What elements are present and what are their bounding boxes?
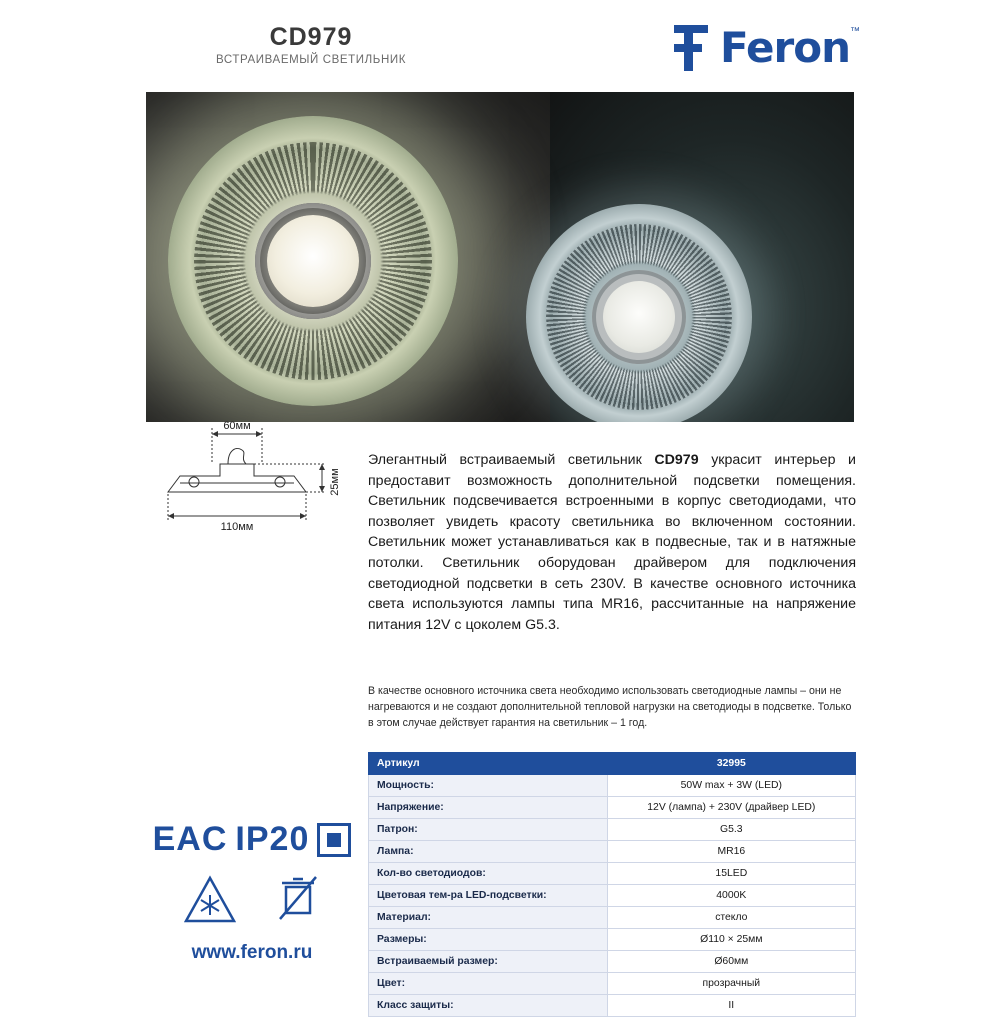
table-row <box>369 995 856 1017</box>
feron-mark-icon <box>670 25 714 71</box>
model-block <box>146 24 476 66</box>
table-row <box>369 885 856 907</box>
description-part-2: украсит интерьер и предоставит возможность дополнительной подсветки помещения. Светильник подсвечивается встроенными в корпус светодиодами, что позволяет увидеть красоту светильника во включенном состоянии. Светильник может устанавливаться как в подвесные, так и в натяжные потолки. Светильник оборудован драйвером для подключения светодиодной подсветки в сеть 230V. В качестве основного источника света используются лампы типа MR16, рассчитанные на напряжение питания 12V с цоколем G5.3. <box>368 452 856 633</box>
table-row <box>369 797 856 819</box>
spec-key: Размеры: <box>369 929 608 951</box>
table-row <box>369 951 856 973</box>
spec-value: 12V (лампа) + 230V (драйвер LED) <box>607 797 855 819</box>
no-flammable-icon <box>184 875 236 925</box>
description-part-1: Элегантный встраиваемый светильник <box>368 452 655 468</box>
spec-key: Цветовая тем-ра LED-подсветки: <box>369 885 608 907</box>
spec-key: Напряжение: <box>369 797 608 819</box>
model-subtitle: ВСТРАИВАЕМЫЙ СВЕТИЛЬНИК <box>215 53 407 66</box>
page-header <box>0 0 1000 92</box>
lamp-image-lit <box>168 116 458 406</box>
spec-value: MR16 <box>607 841 855 863</box>
spec-value: 32995 <box>607 753 855 775</box>
certification-block <box>142 820 362 925</box>
spec-value: Ø60мм <box>607 951 855 973</box>
drawing-side-dimension: 25мм <box>329 468 341 496</box>
brand-name: Feron <box>720 23 850 72</box>
table-row <box>369 907 856 929</box>
spec-key: Патрон: <box>369 819 608 841</box>
spec-key: Лампа: <box>369 841 608 863</box>
drawing-top-dimension: 60мм <box>223 420 251 432</box>
spec-key: Мощность: <box>369 775 608 797</box>
spec-value: прозрачный <box>607 973 855 995</box>
specifications-table <box>368 752 856 1017</box>
lamp-bulb <box>603 281 675 353</box>
warranty-note: В качестве основного источника света необходимо использовать светодиодные лампы – они не нагреваются и не создают дополнительной тепловой нагрузки на светодиоды в подсветке. Только в этом случае действует гарантия на светильник – 1 год. <box>368 685 852 729</box>
spec-key: Материал: <box>369 907 608 929</box>
technical-drawing <box>150 420 360 550</box>
table-row-header <box>369 753 856 775</box>
lamp-image-unlit <box>526 204 752 422</box>
spec-value: Ø110 × 25мм <box>607 929 855 951</box>
certification-marks <box>142 820 362 859</box>
product-description <box>368 450 856 635</box>
weee-bin-icon <box>276 875 320 925</box>
drawing-svg <box>150 420 360 550</box>
spec-value: 50W max + 3W (LED) <box>607 775 855 797</box>
spec-value: 15LED <box>607 863 855 885</box>
website-url[interactable]: www.feron.ru <box>191 942 313 963</box>
pictogram-row <box>142 875 362 925</box>
spec-value: стекло <box>607 907 855 929</box>
table-row <box>369 863 856 885</box>
drawing-bottom-dimension: 110мм <box>220 521 254 533</box>
table-row <box>369 841 856 863</box>
spec-key: Артикул <box>369 753 608 775</box>
spec-table-body <box>369 753 856 1017</box>
table-row <box>369 775 856 797</box>
trademark-symbol: ™ <box>850 26 860 37</box>
spec-value: G5.3 <box>607 819 855 841</box>
table-row <box>369 973 856 995</box>
ip-rating-label: IP20 <box>235 820 310 858</box>
spec-key: Класс защиты: <box>369 995 608 1017</box>
spec-value: II <box>607 995 855 1017</box>
product-photo <box>146 92 854 422</box>
table-row <box>369 929 856 951</box>
spec-value: 4000K <box>607 885 855 907</box>
description-model: CD979 <box>654 452 699 468</box>
table-row <box>369 819 856 841</box>
model-code: CD979 <box>269 23 353 51</box>
eac-mark: ЕAC <box>152 820 228 858</box>
spec-key: Цвет: <box>369 973 608 995</box>
lamp-bulb <box>267 215 360 308</box>
class-ii-icon <box>317 823 351 857</box>
spec-key: Кол-во светодиодов: <box>369 863 608 885</box>
brand-logo <box>670 22 860 74</box>
spec-key: Встраиваемый размер: <box>369 951 608 973</box>
